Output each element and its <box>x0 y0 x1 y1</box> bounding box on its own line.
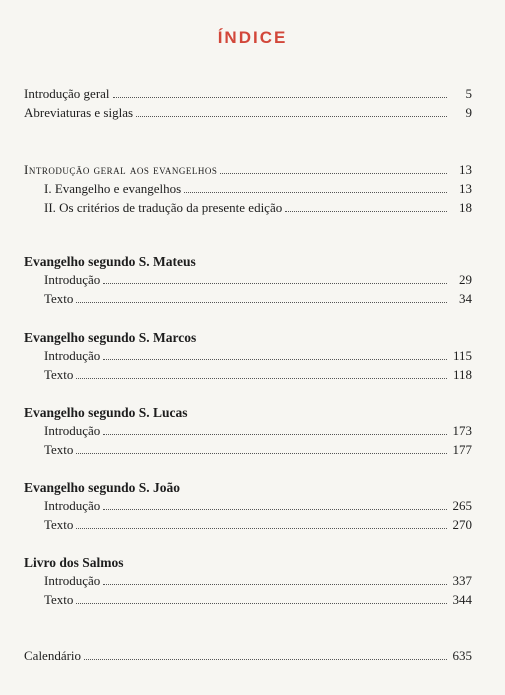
section-title-mateus: Evangelho segundo S. Mateus <box>24 254 196 269</box>
toc-entry-label: Introdução geral <box>24 86 110 101</box>
dot-leader <box>84 648 447 660</box>
toc-entry-joao-introducao <box>44 498 472 516</box>
toc-entry-evangelho-e-evangelhos <box>44 181 472 199</box>
dot-leader <box>76 367 447 379</box>
toc-entry-mateus-texto <box>44 291 472 309</box>
toc-entry-label: Introdução <box>44 423 101 438</box>
section-title-lucas: Evangelho segundo S. Lucas <box>24 405 188 420</box>
toc-entry-label: Introdução <box>44 272 101 287</box>
dot-leader <box>76 291 447 303</box>
toc-entry-abreviaturas <box>24 105 472 123</box>
dot-leader <box>76 442 447 454</box>
toc-entry-page: 270 <box>452 517 472 532</box>
toc-entry-page: 635 <box>452 648 472 663</box>
toc-entry-page: 177 <box>452 442 472 457</box>
toc-entry-label: Calendário <box>24 648 82 663</box>
toc-entry-label: Introdução <box>44 348 101 363</box>
toc-entry-mateus-introducao <box>44 272 472 290</box>
toc-entry-page: 344 <box>452 592 472 607</box>
dot-leader <box>76 592 447 604</box>
section-title-salmos: Livro dos Salmos <box>24 555 124 570</box>
toc-entry-lucas-introducao <box>44 423 472 441</box>
toc-entry-label: II. Os critérios de tradução da presente edição <box>44 200 283 215</box>
toc-entry-label: Texto <box>44 367 74 382</box>
toc-entry-page: 265 <box>452 498 472 513</box>
toc-entry-salmos-introducao <box>44 573 472 591</box>
toc-entry-label: Abreviaturas e siglas <box>24 105 134 120</box>
toc-entry-page: 13 <box>459 181 472 196</box>
toc-entry-marcos-introducao <box>44 348 472 366</box>
toc-entry-label: Introdução geral aos evangelhos <box>24 162 218 177</box>
toc-entry-page: 337 <box>452 573 472 588</box>
dot-leader <box>103 573 447 585</box>
toc-entry-marcos-texto <box>44 367 472 385</box>
toc-entry-label: Texto <box>44 592 74 607</box>
toc-entry-intro-evangelhos <box>24 162 472 180</box>
toc-entry-page: 5 <box>465 86 472 101</box>
toc-entry-page: 118 <box>452 367 472 382</box>
dot-leader <box>103 498 447 510</box>
toc-entry-page: 13 <box>459 162 472 177</box>
section-title-joao: Evangelho segundo S. João <box>24 480 181 495</box>
toc-entry-page: 18 <box>459 200 472 215</box>
dot-leader <box>103 423 447 435</box>
toc-entry-label: Texto <box>44 517 74 532</box>
toc-entry-joao-texto <box>44 517 472 535</box>
dot-leader <box>220 162 447 174</box>
dot-leader <box>76 517 447 529</box>
toc-entry-calendario <box>24 648 472 666</box>
dot-leader <box>285 200 447 212</box>
toc-entry-intro-geral <box>24 86 472 104</box>
toc-entry-page: 34 <box>459 291 472 306</box>
toc-entry-salmos-texto <box>44 592 472 610</box>
dot-leader <box>103 272 447 284</box>
toc-entry-label: I. Evangelho e evangelhos <box>44 181 182 196</box>
toc-entry-page: 115 <box>452 348 472 363</box>
dot-leader <box>136 105 447 117</box>
toc-entry-label: Texto <box>44 291 74 306</box>
toc-entry-label: Introdução <box>44 498 101 513</box>
toc-entry-page: 29 <box>459 272 472 287</box>
toc-entry-lucas-texto <box>44 442 472 460</box>
toc-entry-label: Introdução <box>44 573 101 588</box>
toc-entry-page: 173 <box>452 423 472 438</box>
toc-entry-criterios-traducao <box>44 200 472 218</box>
page-title: ÍNDICE <box>217 28 288 47</box>
toc-entry-label: Texto <box>44 442 74 457</box>
toc-entry-page: 9 <box>465 105 472 120</box>
dot-leader <box>103 348 447 360</box>
dot-leader <box>184 181 447 193</box>
section-title-marcos: Evangelho segundo S. Marcos <box>24 330 197 345</box>
dot-leader <box>113 86 447 98</box>
